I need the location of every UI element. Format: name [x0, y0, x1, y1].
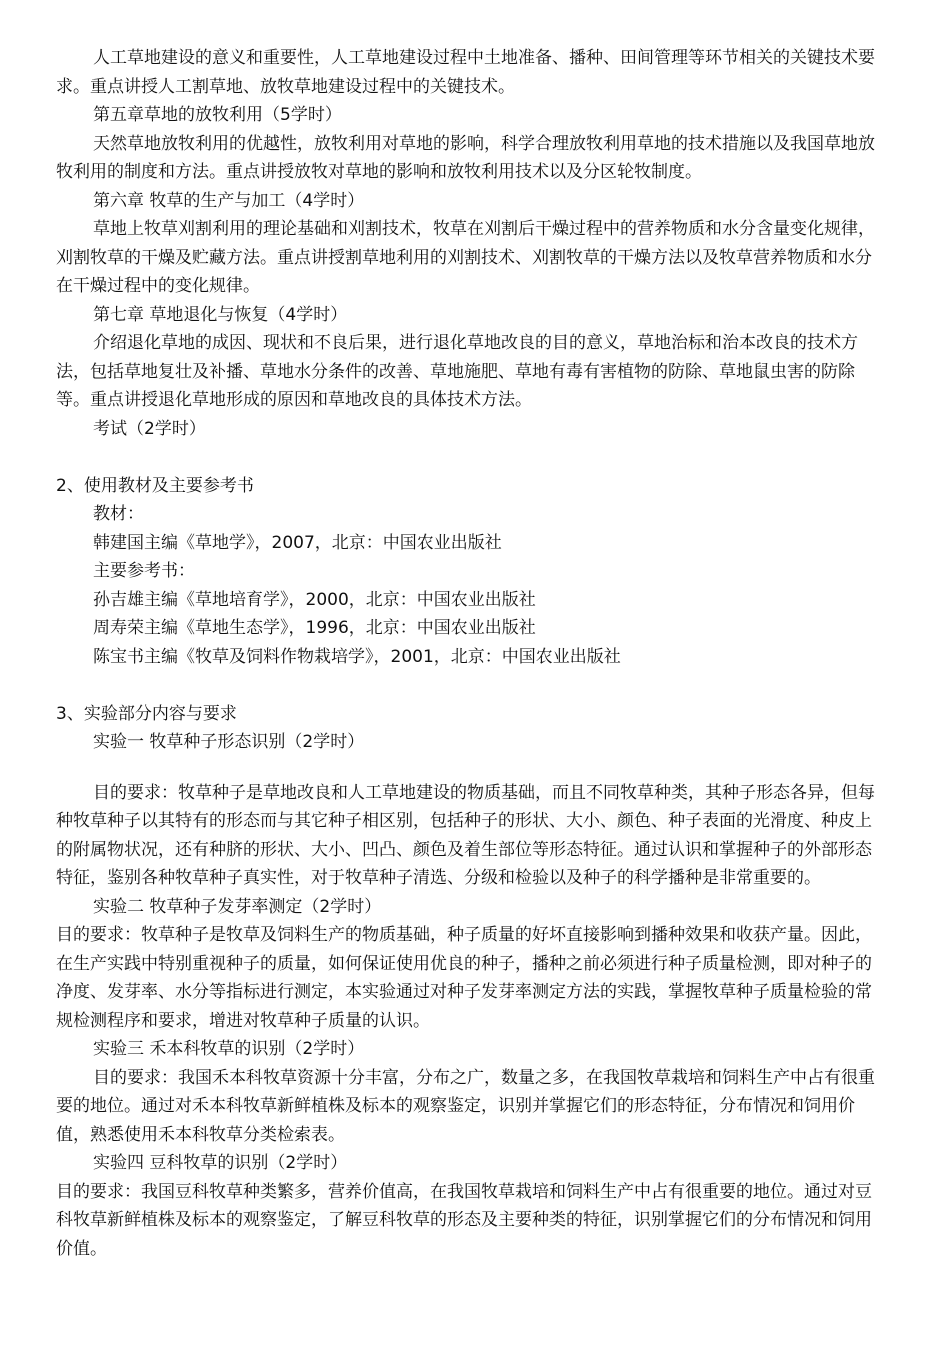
subheading: 实验二 牧草种子发芽率测定（2学时） — [93, 896, 382, 917]
section-heading: 2、使用教材及主要参考书 — [56, 475, 254, 496]
blank-line — [56, 757, 881, 779]
paragraph: 介绍退化草地的成因、现状和不良后果，进行退化草地改良的目的意义，草地治标和治本改良的技术方法，包括草地复壮及补播、草地水分条件的改善、草地施肥、草地有毒有害植物的防除、草地鼠虫害的防除等。重点讲授退化草地形成的原因和草地改良的具体技术方法。 — [56, 333, 858, 410]
subheading: 韩建国主编《草地学》，2007，北京：中国农业出版社 — [93, 532, 502, 553]
subheading: 陈宝书主编《牧草及饲料作物栽培学》，2001，北京：中国农业出版社 — [93, 646, 621, 667]
paragraph: 草地上牧草刈割利用的理论基础和刈割技术，牧草在刈割后干燥过程中的营养物质和水分含量变化规律，刈割牧草的干燥及贮藏方法。重点讲授割草地利用的刈割技术、刈割牧草的干燥方法以及牧草营养物质和水分在干燥过程中的变化规律。 — [56, 219, 875, 296]
subheading: 第七章 草地退化与恢复（4学时） — [93, 304, 348, 325]
paragraph: 目的要求：牧草种子是牧草及饲料生产的物质基础，种子质量的好坏直接影响到播种效果和收获产量。因此，在生产实践中特别重视种子的质量，如何保证使用优良的种子，播种之前必须进行种子质量检测，即对种子的净度、发芽率、水分等指标进行测定，本实验通过对种子发芽率测定方法的实践，掌握牧草种子质量检验的常规检测程序和要求，增进对牧草种子质量的认识。 — [56, 925, 872, 1031]
blank-line — [56, 671, 881, 700]
paragraph: 目的要求：牧草种子是草地改良和人工草地建设的物质基础，而且不同牧草种类，其种子形态各异，但每种牧草种子以其特有的形态而与其它种子相区别，包括种子的形状、大小、颜色、种子表面的光滑度、种皮上的附属物状况，还有种脐的形状、大小、凹凸、颜色及着生部位等形态特征。通过认识和掌握种子的外部形态特征，鉴别各种牧草种子真实性，对于牧草种子清选、分级和检验以及种子的科学播种是非常重要的。 — [56, 782, 875, 888]
paragraph: 天然草地放牧利用的优越性，放牧利用对草地的影响，科学合理放牧利用草地的技术措施以及我国草地放牧利用的制度和方法。重点讲授放牧对草地的影响和放牧利用技术以及分区轮牧制度。 — [56, 133, 875, 182]
subheading: 第五章草地的放牧利用（5学时） — [93, 105, 342, 125]
subheading: 实验四 豆科牧草的识别（2学时） — [93, 1153, 348, 1173]
paragraph: 目的要求：我国禾本科牧草资源十分丰富，分布之广，数量之多，在我国牧草栽培和饲料生产中占有很重要的地位。通过对禾本科牧草新鲜植株及标本的观察鉴定，识别并掌握它们的形态特征，分布情况和饲用价值，熟悉使用禾本科牧草分类检索表。 — [56, 1067, 875, 1145]
paragraph: 人工草地建设的意义和重要性，人工草地建设过程中土地准备、播种、田间管理等环节相关的关键技术要求。重点讲授人工割草地、放牧草地建设过程中的关键技术。 — [56, 48, 875, 97]
subheading: 主要参考书： — [93, 561, 195, 581]
subheading: 周寿荣主编《草地生态学》，1996，北京：中国农业出版社 — [93, 618, 536, 638]
subheading: 考试（2学时） — [93, 418, 206, 439]
subheading: 教材： — [93, 504, 144, 524]
section-heading: 3、实验部分内容与要求 — [56, 703, 237, 724]
subheading: 孙吉雄主编《草地培育学》，2000，北京：中国农业出版社 — [93, 589, 536, 610]
blank-line — [56, 443, 881, 472]
subheading: 实验一 牧草种子形态识别（2学时） — [93, 732, 365, 752]
subheading: 实验三 禾本科牧草的识别（2学时） — [93, 1039, 365, 1059]
subheading: 第六章 牧草的生产与加工（4学时） — [93, 190, 365, 211]
paragraph: 目的要求：我国豆科牧草种类繁多，营养价值高，在我国牧草栽培和饲料生产中占有很重要的地位。通过对豆科牧草新鲜植株及标本的观察鉴定，了解豆科牧草的形态及主要种类的特征，识别掌握它们的分布情况和饲用价值。 — [56, 1181, 872, 1259]
